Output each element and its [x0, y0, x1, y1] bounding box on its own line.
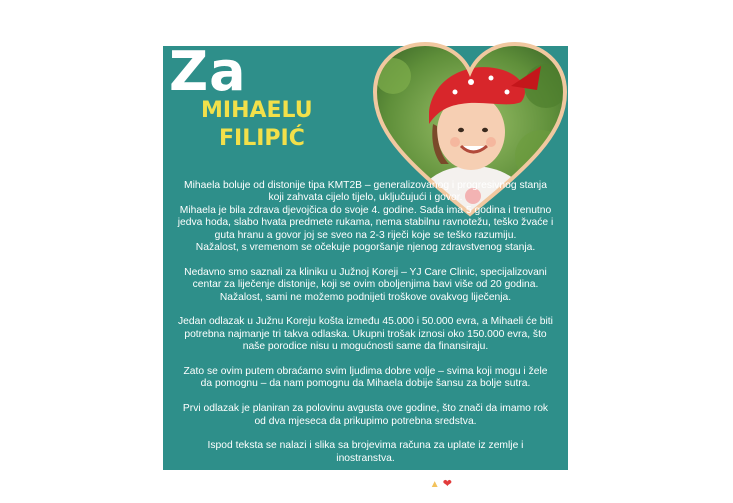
text-line: Prvi odlazak je planiran za polovinu avgusta ove godine, što znači da imamo rok od dva mjeseca da prikupimo potrebna sredstva. [182, 403, 549, 427]
closing-text: Za Mihaelin put ka ozdravljenju. [279, 478, 424, 490]
last-name: FILIPIĆ [219, 126, 305, 151]
text-line: Nedavno smo saznali za kliniku u Južnoj Koreji – YJ Care Clinic, specijalizovani centar za liječenje distonije, koji se ovim oboljenjima bavi više od 20 godina. [184, 266, 547, 291]
paragraph-cost [177, 316, 554, 353]
fundraiser-poster [163, 40, 568, 490]
text-line: Ispod teksta se nalazi i slika sa brojevima računa za uplate iz zemlje i inostranstva. [207, 440, 524, 464]
closing-line [177, 478, 554, 491]
paragraph-diagnosis [177, 180, 554, 254]
text-line: Zato se ovim putem obraćamo svim ljudima dobre volje – svima koji mogu i žele da pomognu – da nam pomognu da Mihaela dobije šansu za bolje sutra. [183, 366, 548, 390]
text-line: Nažalost, s vremenom se očekuje pogoršanje njenog zdravstvenog stanja. [195, 242, 536, 254]
first-name: MIHAELU [201, 98, 313, 123]
paragraph-clinic [177, 267, 554, 304]
appeal-text [177, 180, 554, 503]
text-line: Mihaela je bila zdrava djevojčica do svoje 4. godine. Sada ima 5 godina i trenutno jedva hoda, slabo hvata predmete rukama, nema stabilnu ravnotežu, teško žvaće i guta hranu a govor joj se sveo na 2-3 riječi koje se teško razumiju. [177, 204, 554, 241]
paragraph-deadline [177, 403, 554, 428]
title-za: Za [169, 40, 247, 103]
text-line: Mihaela boluje od distonije tipa KMT2B – generalizovanog i progresivnog stanja koji zahvata cijelo tijelo, uključujući i govor. [184, 180, 547, 204]
praying-hands-icon: ▲ [429, 478, 440, 490]
red-heart-icon: ❤ [442, 477, 452, 490]
paragraph-accounts [177, 440, 554, 465]
text-line: Nažalost, sami ne možemo podnijeti troškove ovakvog liječenja. [219, 291, 512, 303]
text-line: Jedan odlazak u Južnu Koreju košta između 45.000 i 50.000 evra, a Mihaeli će biti potrebna najmanje tri takva odlaska. Ukupni trošak iznosi oko 150.000 evra, što naše porodice nisu u mogućnosti same da finansiraju. [178, 316, 553, 353]
paragraph-appeal [177, 366, 554, 391]
